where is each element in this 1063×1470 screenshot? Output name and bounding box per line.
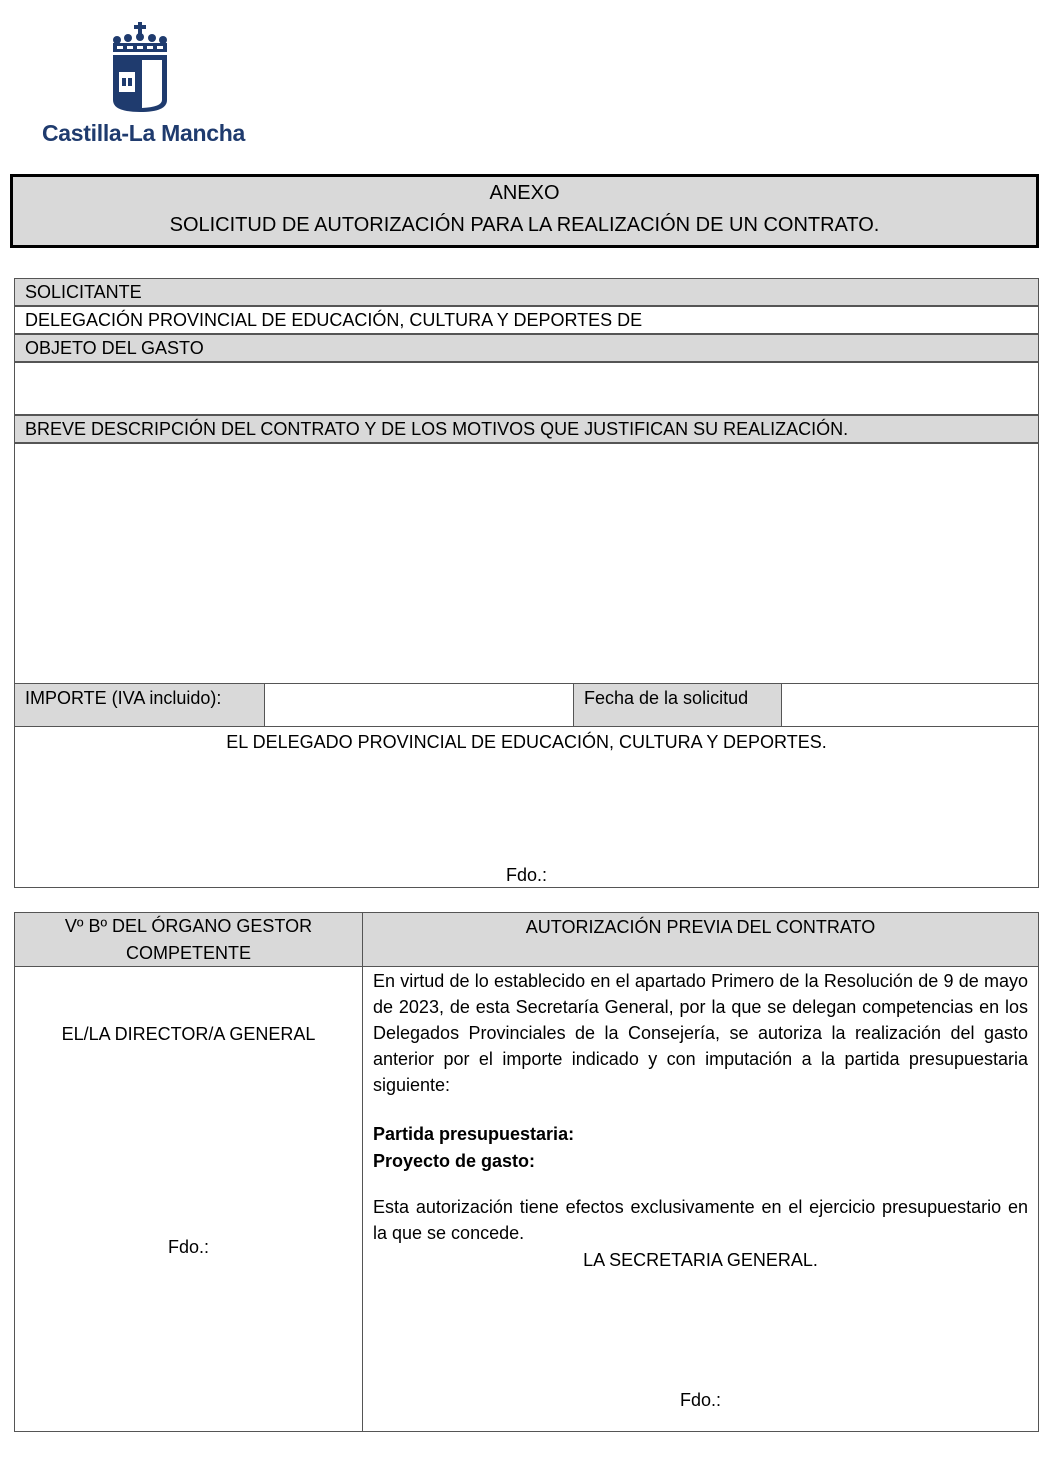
delegado-title: EL DELEGADO PROVINCIAL DE EDUCACIÓN, CULTURA Y DEPORTES. [226,732,827,752]
descripcion-field[interactable] [14,443,1039,684]
secretaria-fdo: Fdo.: [679,1390,722,1410]
autorizacion-header: AUTORIZACIÓN PREVIA DEL CONTRATO [362,912,1039,967]
delegado-fdo: Fdo.: [505,865,548,885]
importe-field[interactable] [264,683,574,727]
title-box [10,174,1039,248]
logo [40,20,245,150]
document-subtitle: SOLICITUD DE AUTORIZACIÓN PARA LA REALIZACIÓN DE UN CONTRATO. [169,214,880,236]
document-title: ANEXO [489,182,560,204]
solicitante-label: SOLICITANTE [14,278,1039,306]
fecha-field[interactable] [781,683,1039,727]
partida-label: Partida presupuestaria: [373,1124,575,1144]
vobo-header-line1: Vº Bº DEL ÓRGANO GESTOR [64,916,313,936]
director-title: EL/LA DIRECTOR/A GENERAL [61,1024,316,1044]
descripcion-label: BREVE DESCRIPCIÓN DEL CONTRATO Y DE LOS MOTIVOS QUE JUSTIFICAN SU REALIZACIÓN. [14,415,1039,443]
vobo-header-line2: COMPETENTE [125,943,251,963]
objeto-label: OBJETO DEL GASTO [14,334,1039,362]
director-fdo: Fdo.: [167,1237,210,1257]
crown-shield-icon [110,20,170,115]
logo-text: Castilla-La Mancha [42,120,245,146]
importe-label: IMPORTE (IVA incluido): [14,683,265,727]
efectos-text: Esta autorización tiene efectos exclusivamente en el ejercicio presupuestario en la que se concede. [373,1197,1028,1243]
autorizacion-paragraph: En virtud de lo establecido en el apartado Primero de la Resolución de 9 de mayo de 2023, de esta Secretaría General, por la que se delegan competencias en los Delegados Provinciales de la Consejería, se autoriza la realización del gasto anterior por el importe indicado y con imputación a la partida presupuestaria siguiente: [373,971,1028,1095]
fecha-label: Fecha de la solicitud [573,683,782,727]
proyecto-label: Proyecto de gasto: [373,1151,536,1171]
secretaria-title: LA SECRETARIA GENERAL. [583,1250,818,1270]
delegacion-field[interactable]: DELEGACIÓN PROVINCIAL DE EDUCACIÓN, CULTURA Y DEPORTES DE [14,306,1039,334]
objeto-field[interactable] [14,362,1039,415]
